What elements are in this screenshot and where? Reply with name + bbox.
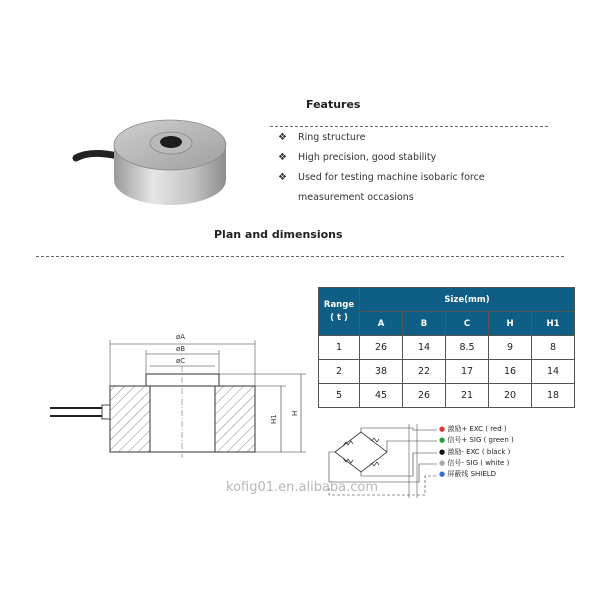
table-row	[319, 384, 575, 408]
table-row	[319, 360, 575, 384]
cell-h1: 18	[532, 384, 575, 408]
wiring-legend	[439, 424, 514, 480]
dot-icon: ●	[439, 436, 446, 445]
cell-h: 9	[489, 336, 532, 360]
cell-c: 17	[446, 360, 489, 384]
diamond-cross-icon: ❖	[278, 152, 287, 163]
cell-range: 5	[319, 384, 360, 408]
list-item: ● 屏蔽线 SHIELD	[439, 470, 497, 479]
cell-c: 21	[446, 384, 489, 408]
table-row	[319, 336, 575, 360]
dim-h-label: H	[291, 410, 299, 416]
size-header: Size(mm)	[360, 288, 575, 312]
diamond-cross-icon: ❖	[278, 172, 287, 183]
cell-h: 16	[489, 360, 532, 384]
list-item: ● 激励+ EXC ( red )	[439, 425, 507, 433]
dot-icon: ●	[439, 425, 446, 433]
cell-b: 14	[403, 336, 446, 360]
feature-text: High precision, good stability	[298, 152, 437, 163]
cell-range: 2	[319, 360, 360, 384]
divider-plan	[36, 256, 564, 257]
range-header: Range ( t )	[319, 288, 360, 336]
cell-a: 45	[360, 384, 403, 408]
features-title: Features	[306, 98, 361, 111]
cell-h1: 8	[532, 336, 575, 360]
cell-h: 20	[489, 384, 532, 408]
technical-drawing	[50, 322, 310, 462]
dim-h1-label: H1	[270, 414, 278, 424]
list-item	[278, 128, 548, 148]
cell-a: 38	[360, 360, 403, 384]
dot-icon: ●	[439, 447, 446, 456]
col-header: H	[489, 312, 532, 336]
watermark: kofig01.en.alibaba.com	[226, 480, 379, 495]
dim-c-label: øC	[176, 357, 186, 365]
cell-h1: 14	[532, 360, 575, 384]
dim-a-label: øA	[176, 333, 186, 341]
feature-text: Ring structure	[298, 132, 366, 143]
col-header: H1	[532, 312, 575, 336]
feature-text: Used for testing machine isobaric force measurement occasions	[298, 172, 485, 203]
cell-range: 1	[319, 336, 360, 360]
product-photo	[70, 100, 240, 225]
cell-b: 26	[403, 384, 446, 408]
list-item: ● 信号- SIG ( white )	[439, 458, 510, 467]
list-item: ● 激励- EXC ( black )	[439, 447, 511, 456]
divider-features	[270, 126, 548, 127]
features-list	[278, 128, 548, 208]
diamond-cross-icon: ❖	[278, 132, 287, 143]
col-header: A	[360, 312, 403, 336]
list-item	[278, 168, 548, 208]
col-header: C	[446, 312, 489, 336]
cell-c: 8.5	[446, 336, 489, 360]
cell-b: 22	[403, 360, 446, 384]
list-item: ● 信号+ SIG ( green )	[439, 436, 514, 445]
dimension-table	[318, 287, 575, 408]
dim-b-label: øB	[176, 345, 186, 353]
list-item	[278, 148, 548, 168]
col-header: B	[403, 312, 446, 336]
cell-a: 26	[360, 336, 403, 360]
dot-icon: ●	[439, 470, 446, 479]
plan-title: Plan and dimensions	[214, 228, 343, 241]
dot-icon: ●	[439, 458, 446, 467]
